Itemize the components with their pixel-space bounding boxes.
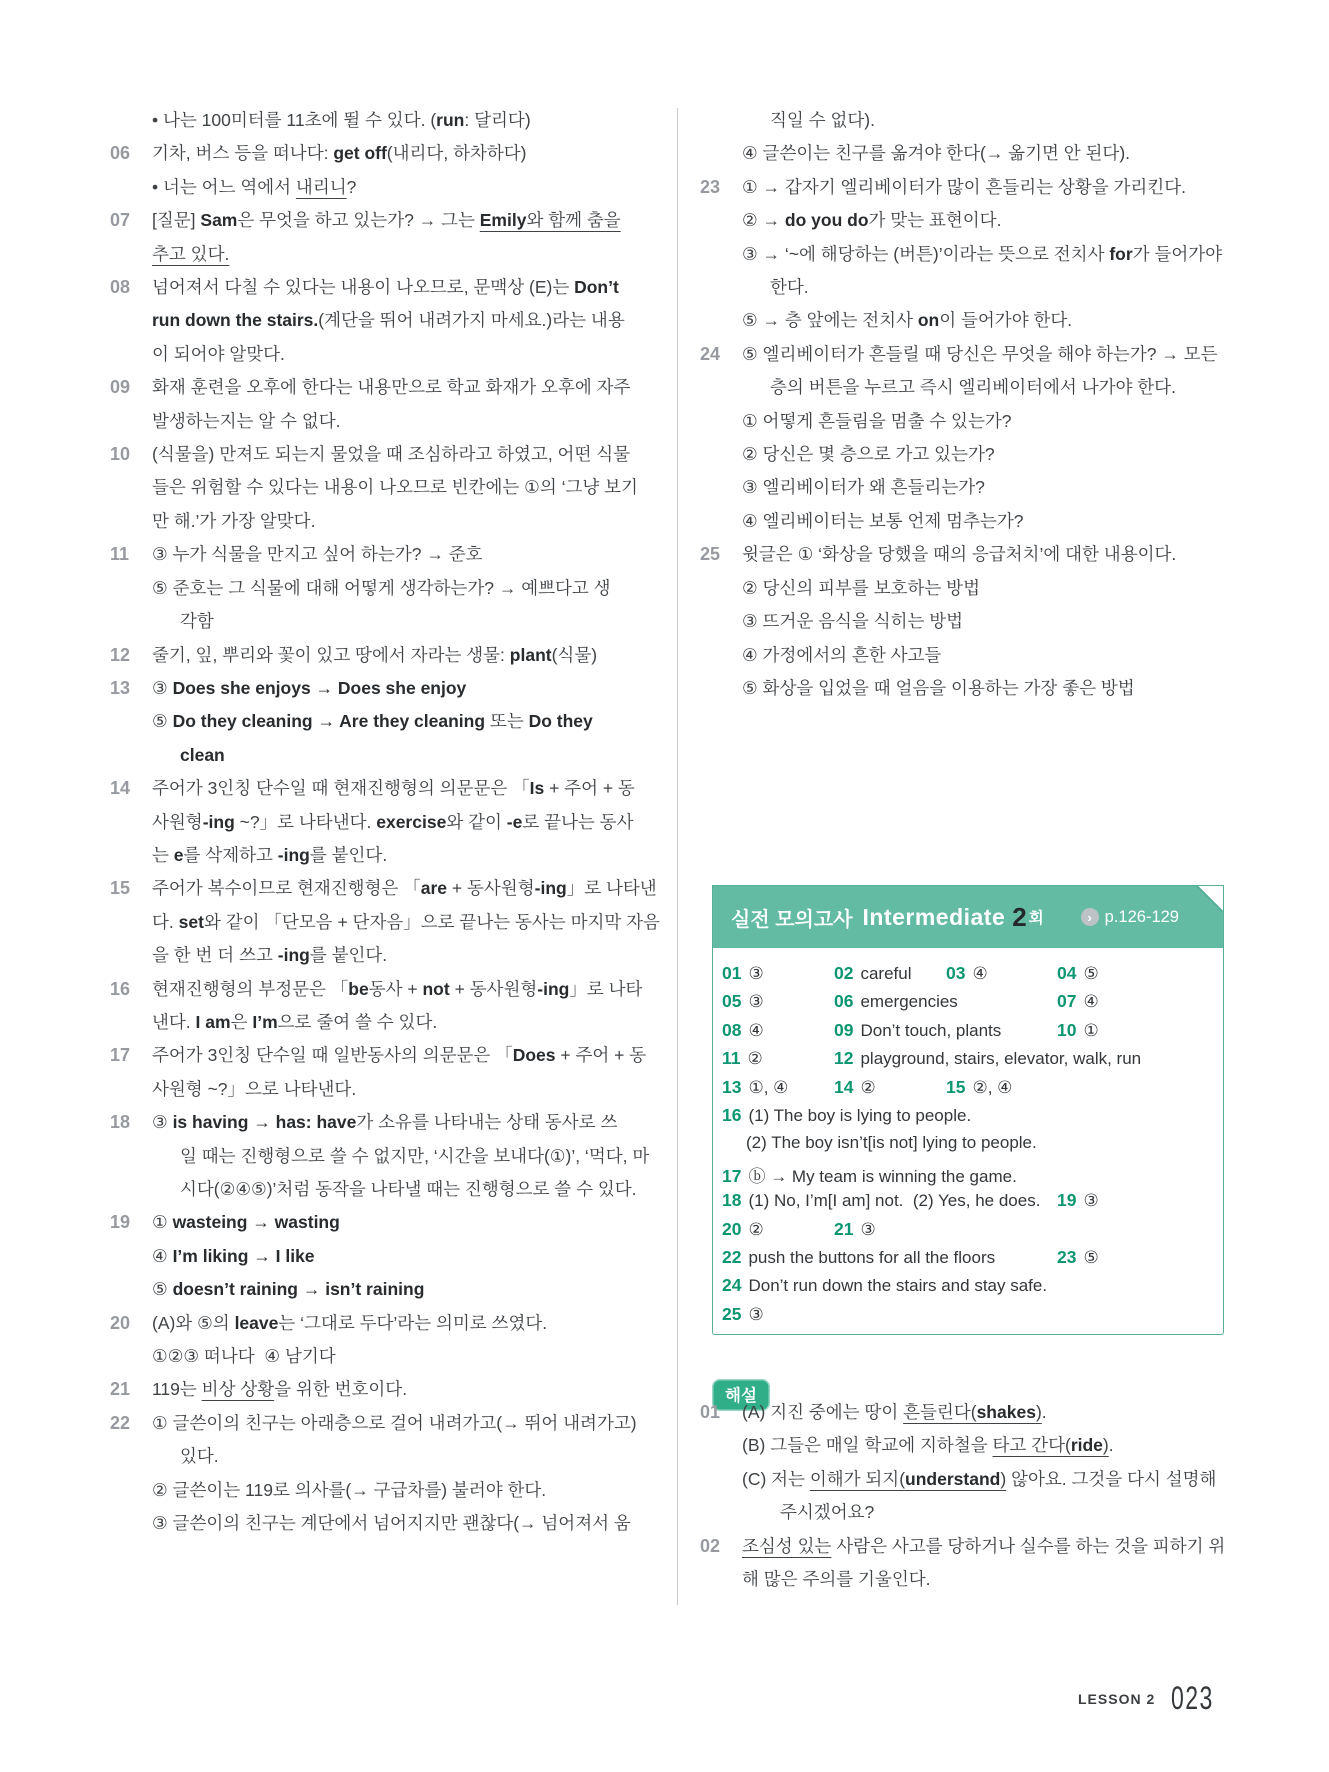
item-line: ③ 누가 식물을 만지고 싶어 하는가? → 준호 [152,544,483,565]
numbered-item [110,271,625,371]
item-line: 주시겠어요? [780,1502,875,1523]
answer-value: ③ [748,992,764,1012]
item-line: 주어가 복수이므로 현재진행형은 「are + 동사원형-ing」로 나타낸 [152,878,657,899]
answer-value: ① [1083,1020,1099,1040]
answer-key-box [712,885,1224,1335]
answer-number: 20 [722,1218,742,1239]
item-line: ④ 글쓴이는 친구를 옮겨야 한다(→ 옮기면 안 된다). [742,143,1131,164]
answer-cell [722,1190,1040,1211]
answer-value: ② [747,1049,763,1069]
answer-cell [746,1133,1037,1153]
item-number: 14 [110,778,131,799]
item-body [152,973,643,1040]
answer-number: 05 [722,991,742,1012]
item-line: 낸다. I am은 I’m으로 줄여 쓸 수 있다. [152,1011,438,1032]
answer-cell [1057,1247,1099,1268]
item-line: 넘어져서 다칠 수 있다는 내용이 나오므로, 문맥상 (E)는 Don’t [152,277,619,298]
numbered-item [110,538,610,638]
item-body [742,104,1240,171]
item-line: ③ Does she enjoys → Does she enjoy [152,677,467,698]
item-line: 주어가 3인칭 단수일 때 일반동사의 의문문은 「Does + 주어 + 동 [152,1045,647,1066]
item-number: 09 [110,377,131,398]
item-number: 15 [110,878,131,899]
chevron-circle-icon: › [1081,908,1099,926]
answer-number: 06 [834,991,854,1012]
item-number: 01 [700,1402,721,1422]
numbered-item [700,1396,1240,1530]
answer-cell [722,1048,763,1069]
item-line: ② 글쓴이는 119로 의사를(→ 구급차를) 불러야 한다. [152,1479,547,1500]
item-line: 다. set와 같이 「단모음 + 단자음」으로 끝나는 동사는 마지막 자음 [152,911,660,932]
answer-number: 24 [722,1275,742,1296]
item-line: 줄기, 잎, 뿌리와 꽃이 있고 땅에서 자라는 생물: plant(식물) [152,644,598,665]
item-number: 13 [110,677,131,698]
item-body [742,338,1240,538]
answer-number: 19 [1057,1190,1077,1211]
answer-row [722,1105,1223,1133]
page-reference [1081,908,1205,927]
numbered-item [110,204,621,271]
item-line: 주어가 3인칭 단수일 때 현재진행형의 의문문은 「Is + 주어 + 동 [152,778,635,799]
item-line: ⑤ doesn’t raining → isn’t raining [152,1279,425,1300]
answer-value: ②, ④ [972,1077,1013,1097]
item-line: ①②③ 떠나다 ④ 남기다 [152,1346,336,1367]
numbered-item [700,338,1240,538]
answer-number: 04 [1057,963,1077,983]
answer-row [722,963,1223,991]
item-number: 21 [110,1379,131,1400]
numbered-item [110,438,638,538]
item-body [152,1307,610,1374]
answer-key-title-prefix: 실전 모의고사 [731,908,853,931]
answer-cell [834,1020,1001,1041]
item-line: ③ 엘리베이터가 왜 흔들리는가? [742,477,985,498]
answer-cell [946,1077,1012,1098]
page-number: 023 [1171,1680,1215,1716]
answer-row [722,1020,1223,1048]
answer-key-header [713,886,1223,948]
numbered-item [110,1106,650,1206]
item-line: 해 많은 주의를 기울인다. [742,1569,931,1590]
answer-number: 07 [1057,991,1077,1012]
numbered-item [110,639,610,672]
item-body [742,171,1240,338]
numbered-item [110,872,660,972]
answer-cell [722,963,764,984]
answer-value: (1) The boy is lying to people. [748,1105,972,1125]
item-line: run down the stairs.(계단을 뛰어 내려가지 마세요.)라는 내용 [152,310,625,331]
item-line: 한다. [770,277,809,298]
answer-cell [722,1304,764,1325]
item-line: (C) 저는 이해가 되지(understand) 않아요. 그것을 다시 설명해 [742,1468,1217,1489]
item-number: 25 [700,544,721,565]
item-body [152,1106,650,1206]
item-body [152,872,660,972]
answer-cell [722,1077,788,1098]
item-number: 02 [700,1535,721,1556]
item-line: ② 당신의 피부를 보호하는 방법 [742,577,980,598]
item-line: (식물을) 만져도 되는지 물었을 때 조심하라고 하였고, 어떤 식물 [152,444,631,465]
answer-cell [946,963,988,984]
item-line: • 너는 어느 역에서 내리니? [152,176,357,197]
item-line: 시다(②④⑤)’처럼 동작을 나타낼 때는 진행형으로 쓸 수 있다. [180,1179,637,1199]
item-number: 18 [110,1112,131,1133]
answer-value: (2) The boy isn’t[is not] lying to people. [746,1133,1037,1153]
item-line: ③ is having → has: have가 소유를 나타내는 상태 동사로 쓰 [152,1112,618,1133]
answer-number: 17 [722,1165,742,1186]
numbered-item [700,171,1240,338]
answer-value: ③ [748,1304,764,1324]
answer-number: 11 [722,1048,741,1069]
item-line: ② → do you do가 맞는 표현이다. [742,210,1002,231]
answer-row [722,1190,1223,1218]
answer-value: ④ [1083,992,1099,1012]
answer-number: 12 [834,1048,854,1069]
item-body [742,1530,1240,1597]
answer-value: careful [860,964,912,983]
answer-value: (1) No, I’m[I am] not. (2) Yes, he does. [748,1191,1041,1211]
numbered-item [110,371,631,438]
item-line: 각함 [180,611,214,632]
item-line: ⑤ → 층 앞에는 전치사 on이 들어가야 한다. [742,310,1073,331]
item-body [152,104,610,137]
item-line: ④ I’m liking → I like [152,1245,315,1266]
item-line: ⑤ Do they cleaning → Are they cleaning 또는 Do they [152,711,593,732]
answer-number: 08 [722,1019,742,1040]
item-line: 윗글은 ① ‘화상을 당했을 때의 응급처치’에 대한 내용이다. [742,544,1177,565]
item-line: 을 한 번 더 쓰고 -ing를 붙인다. [152,945,388,966]
answer-number: 25 [722,1303,742,1324]
item-body [152,772,635,872]
item-line: 일 때는 진행형으로 쓸 수 없지만, ‘시간을 보내다(①)’, ‘먹다, 마 [180,1145,650,1166]
item-line: (A)와 ⑤의 leave는 ‘그대로 두다’라는 의미로 쓰였다. [152,1312,548,1333]
answer-value: ⓑ → My team is winning the game. [748,1166,1017,1186]
answer-cell [1057,1190,1099,1211]
answer-number: 02 [834,963,854,983]
answer-cell [722,991,764,1012]
numbered-item [700,104,1240,171]
item-number: 19 [110,1212,131,1233]
answer-number: 16 [722,1104,742,1125]
answer-value: Don’t touch, plants [860,1020,1002,1040]
item-body [152,639,610,672]
answer-value: ③ [1083,1191,1099,1211]
answer-row [722,1048,1223,1076]
answer-row [722,1304,1223,1332]
item-line: ⑤ 화상을 입었을 때 얼음을 이용하는 가장 좋은 방법 [742,677,1135,698]
page-reference-label: p.126-129 [1104,907,1179,926]
right-text-column [700,104,1240,705]
item-line: 발생하는지는 알 수 없다. [152,410,341,431]
answer-row [722,1077,1223,1105]
answer-value: ③ [748,964,764,983]
item-number: 10 [110,444,131,465]
numbered-item [110,1039,647,1106]
answer-number: 13 [722,1076,742,1097]
answer-row [722,1219,1223,1247]
numbered-item [110,672,610,772]
answer-value: ② [860,1077,876,1097]
numbered-item [110,973,643,1040]
item-body [152,438,638,538]
answer-row [722,1162,1223,1190]
item-line: ① 글쓴이의 친구는 아래층으로 걸어 내려가고(→ 뛰어 내려가고) [152,1412,637,1433]
item-line: ③ → ‘~에 해당하는 (버튼)’이라는 뜻으로 전치사 for가 들어가야 [742,243,1223,264]
left-text-column [110,104,660,1540]
answer-number: 21 [834,1218,854,1239]
item-number: 06 [110,143,131,164]
numbered-item [110,772,635,872]
item-body [152,271,625,371]
answer-value: ③ [860,1219,876,1239]
answer-number: 23 [1057,1246,1077,1267]
answer-cell [722,1247,995,1268]
item-body [152,137,610,204]
item-line: • 나는 100미터를 11초에 뛸 수 있다. (run: 달리다) [152,110,531,130]
item-number: 17 [110,1045,131,1066]
answer-number: 09 [834,1019,854,1040]
item-line: ④ 엘리베이터는 보통 언제 멈추는가? [742,510,1024,531]
item-line: 사원형-ing ~?」로 나타낸다. exercise와 같이 -e로 끝나는 동사 [152,811,634,832]
answer-row [722,991,1223,1019]
answer-number: 14 [834,1076,854,1097]
item-body [152,204,621,271]
item-line: (A) 지진 중에는 땅이 흔들린다(shakes). [742,1402,1047,1422]
answer-cell [834,1048,1141,1069]
item-line: [질문] Sam은 무엇을 하고 있는가? → 그는 Emily와 함께 춤을 [152,210,621,231]
item-line: ④ 가정에서의 흔한 사고들 [742,644,942,665]
answer-value: emergencies [860,992,958,1012]
item-line: 조심성 있는 사람은 사고를 당하거나 실수를 하는 것을 피하기 위 [742,1535,1226,1556]
answer-cell [834,1077,876,1098]
item-body [152,1039,647,1106]
numbered-item [110,137,610,204]
item-line: clean [180,744,225,765]
item-line: ② 당신은 몇 층으로 가고 있는가? [742,444,995,465]
item-body [742,538,1240,705]
answer-cell [722,1219,764,1240]
answer-number: 18 [722,1190,742,1211]
answer-cell [1057,1020,1099,1041]
answer-cell [722,1020,764,1041]
answer-number: 03 [946,963,966,983]
explanation-badge: 해설 [712,1379,770,1411]
answer-value: ①, ④ [748,1077,789,1097]
item-number: 24 [700,343,721,364]
answer-cell [834,991,958,1012]
item-line: ③ 글쓴이의 친구는 계단에서 넘어지지만 괜찮다(→ 넘어져서 움 [152,1513,631,1534]
item-line: 층의 버튼을 누르고 즉시 엘리베이터에서 나가야 한다. [770,377,1176,398]
answer-value: playground, stairs, elevator, walk, run [860,1049,1142,1069]
item-line: 추고 있다. [152,243,230,264]
item-body [152,672,610,772]
item-number: 20 [110,1312,131,1333]
item-body [152,1407,637,1541]
item-number: 08 [110,277,131,298]
answer-cell [722,1275,1047,1296]
column-divider [677,108,678,1605]
answer-value: Don’t run down the stairs and stay safe. [748,1276,1048,1296]
item-body [152,371,631,438]
answer-key-grid [713,948,1223,1332]
answer-number: 10 [1057,1019,1077,1040]
answer-key-title-round-number: 2 [1012,901,1027,932]
numbered-item [110,1373,610,1406]
item-line: 이 되어야 알맞다. [152,343,285,364]
answer-row [722,1133,1223,1161]
answer-number: 01 [722,963,742,983]
item-number: 07 [110,210,131,231]
item-body [152,1206,610,1306]
item-line: 119는 비상 상황을 위한 번호이다. [152,1379,408,1400]
answer-value: push the buttons for all the floors [748,1247,996,1267]
item-line: 만 해.’가 가장 알맞다. [152,510,316,531]
answer-row [722,1247,1223,1275]
item-line: ⑤ 엘리베이터가 흔들릴 때 당신은 무엇을 해야 하는가? → 모든 [742,343,1218,364]
lesson-label: LESSON 2 [1078,1690,1156,1707]
item-line: ⑤ 준호는 그 식물에 대해 어떻게 생각하는가? → 예쁘다고 생 [152,577,611,598]
answer-value: ⑤ [1083,964,1099,983]
item-line: 직일 수 없다). [770,110,875,130]
explanation-column [700,1396,1240,1596]
answer-number: 15 [946,1076,966,1097]
item-line: ③ 뜨거운 음식을 식히는 방법 [742,611,964,632]
answer-value: ② [748,1219,764,1239]
answer-number: 22 [722,1246,742,1267]
answer-cell [722,1162,1017,1187]
answer-value: ④ [748,1020,764,1040]
numbered-item [110,1206,610,1306]
item-number: 12 [110,644,131,665]
answer-cell [834,963,912,984]
item-line: 사원형 ~?」으로 나타낸다. [152,1078,357,1099]
answer-cell [1057,991,1099,1012]
item-line: 화재 훈련을 오후에 한다는 내용만으로 학교 화재가 오후에 자주 [152,377,631,398]
item-line: 들은 위험할 수 있다는 내용이 나오므로 빈칸에는 ①의 ‘그냥 보기 [152,477,638,498]
item-line: ① wasteing → wasting [152,1212,340,1233]
item-line: 기차, 버스 등을 떠나다: get off(내리다, 하차하다) [152,143,527,164]
item-line: 현재진행형의 부정문은 「be동사 + not + 동사원형-ing」로 나타 [152,978,643,999]
item-number: 11 [110,544,130,565]
item-number: 22 [110,1412,131,1433]
answer-key-title-level: Intermediate [862,903,1006,930]
item-line: ① → 갑자기 엘리베이터가 많이 흔들리는 상황을 가리킨다. [742,176,1186,197]
answer-cell [722,1105,971,1126]
item-body [152,538,610,638]
item-body [152,1373,610,1406]
numbered-item [700,538,1240,705]
item-line: (B) 그들은 매일 학교에 지하철을 타고 간다(ride). [742,1435,1114,1456]
answer-value: ④ [972,964,988,983]
answer-cell [1057,963,1099,984]
answer-value: ⑤ [1083,1247,1099,1267]
answer-cell [834,1219,876,1240]
answer-row [722,1275,1223,1303]
item-body [742,1396,1240,1530]
page-footer [1078,1680,1231,1717]
item-line: 있다. [180,1446,219,1467]
item-number: 23 [700,176,721,197]
item-line: 는 e를 삭제하고 -ing를 붙인다. [152,844,388,865]
answer-key-title-round-suffix: 회 [1028,910,1044,927]
numbered-item [110,104,610,137]
item-line: ① 어떻게 흔들림을 멈출 수 있는가? [742,410,1012,431]
numbered-item [700,1530,1240,1597]
numbered-item [110,1307,610,1374]
numbered-item [110,1407,637,1541]
item-number: 16 [110,978,131,999]
